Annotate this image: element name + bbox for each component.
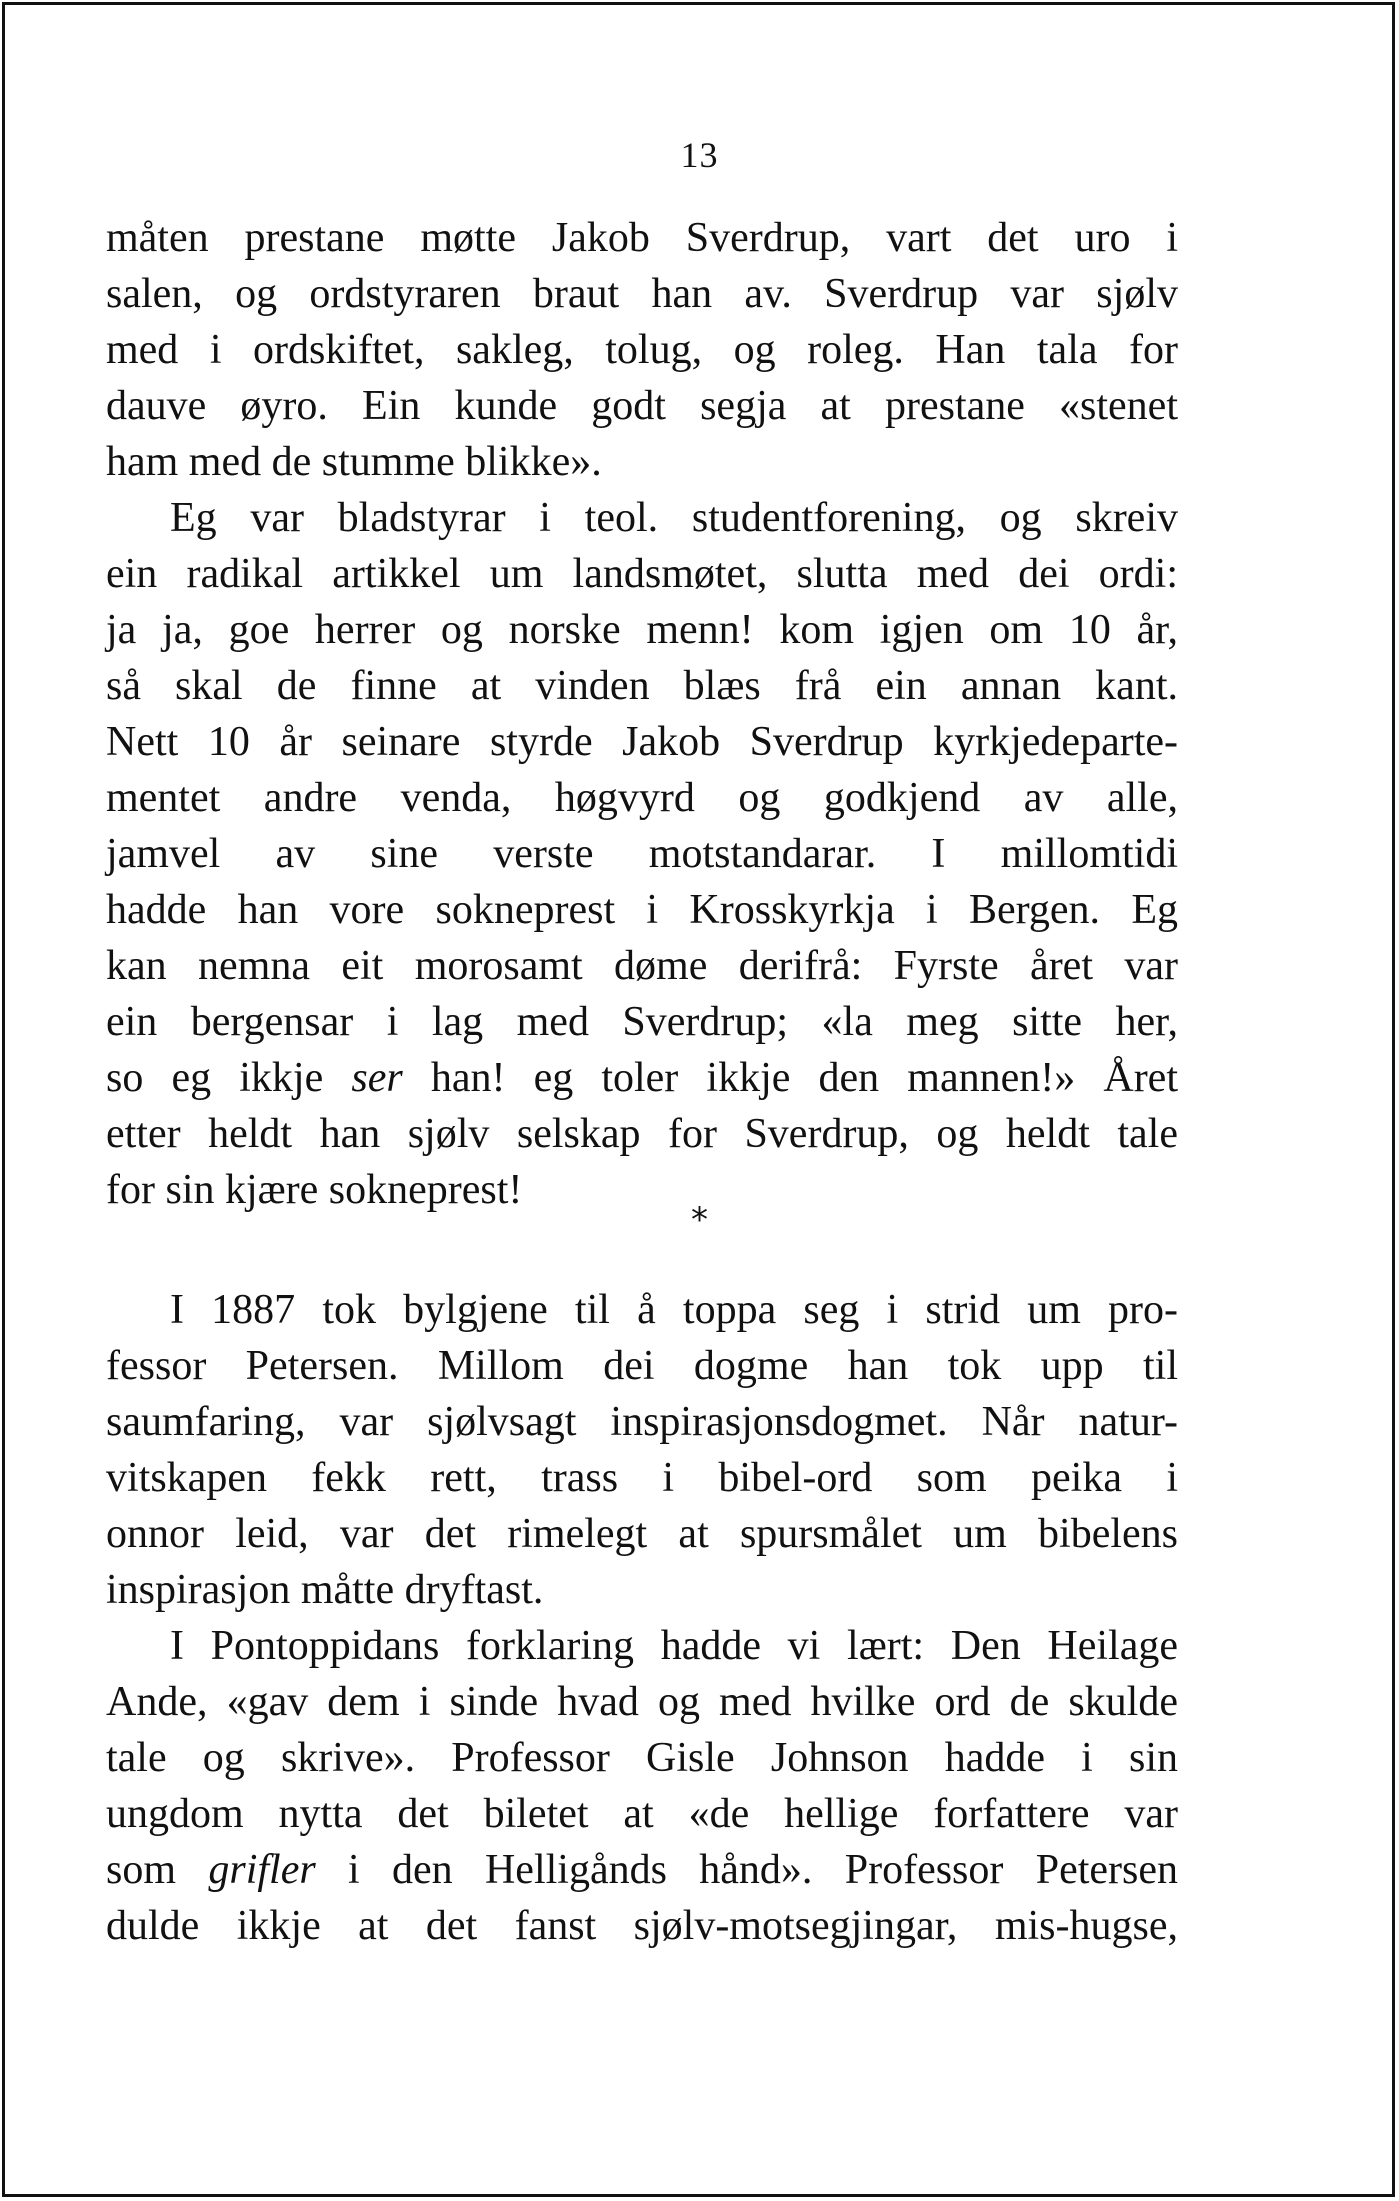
text-line: ja ja, goe herrer og norske menn! kom igjen om 10 år, — [106, 607, 1178, 653]
text-fragment: han! eg toler ikkje den mannen!» Året — [402, 1055, 1178, 1101]
text-line: saumfaring, var sjølvsagt inspirasjonsdogmet. Når natur- — [106, 1399, 1178, 1445]
text-fragment: som — [106, 1847, 209, 1893]
text-line: salen, og ordstyraren braut han av. Sverdrup var sjølv — [106, 271, 1178, 317]
text-line: ham med de stumme blikke». — [106, 439, 602, 485]
text-line: Ande, «gav dem i sinde hvad og med hvilke ord de skulde — [106, 1679, 1178, 1725]
italic-word: ser — [351, 1055, 403, 1101]
text-line: tale og skrive». Professor Gisle Johnson hadde i sin — [106, 1735, 1178, 1781]
text-line: dulde ikkje at det fanst sjølv-motsegjingar, mis-hugse, — [106, 1903, 1178, 1949]
text-line: dauve øyro. Ein kunde godt segja at prestane «stenet — [106, 383, 1178, 429]
text-line: fessor Petersen. Millom dei dogme han tok upp til — [106, 1343, 1178, 1389]
text-line: mentet andre venda, høgvyrd og godkjend av alle, — [106, 775, 1178, 821]
asterisk-separator: * — [691, 1200, 708, 1240]
italic-word: grifler — [208, 1847, 316, 1893]
text-fragment: so eg ikkje — [106, 1055, 352, 1101]
text-line: jamvel av sine verste motstandarar. I millomtidi — [106, 831, 1178, 877]
text-line: ein radikal artikkel um landsmøtet, slutta med dei ordi: — [106, 551, 1178, 597]
text-line: ungdom nytta det biletet at «de hellige forfattere var — [106, 1791, 1178, 1837]
text-line: Eg var bladstyrar i teol. studentforening, og skreiv — [170, 495, 1178, 541]
text-line: vitskapen fekk rett, trass i bibel-ord som peika i — [106, 1455, 1178, 1501]
text-line: så skal de finne at vinden blæs frå ein annan kant. — [106, 663, 1178, 709]
text-line: kan nemna eit morosamt døme derifrå: Fyrste året var — [106, 943, 1178, 989]
text-line: onnor leid, var det rimelegt at spursmålet um bibelens — [106, 1511, 1178, 1557]
text-line-with-italic — [106, 1842, 1178, 1898]
page-number: 13 — [680, 135, 719, 175]
text-line: ein bergensar i lag med Sverdrup; «la meg sitte her, — [106, 999, 1178, 1045]
body-text-section-1 — [106, 210, 1178, 1218]
text-line-with-italic — [106, 1050, 1178, 1106]
text-line: for sin kjære sokneprest! — [106, 1167, 523, 1213]
text-line: I 1887 tok bylgjene til å toppa seg i strid um pro- — [170, 1287, 1178, 1333]
text-line: hadde han vore sokneprest i Krosskyrkja i Bergen. Eg — [106, 887, 1178, 933]
text-line: inspirasjon måtte dryftast. — [106, 1567, 544, 1613]
text-fragment: i den Helligånds hånd». Professor Petersen — [348, 1847, 1178, 1893]
text-line: måten prestane møtte Jakob Sverdrup, vart det uro i — [106, 215, 1178, 261]
text-line: med i ordskiftet, sakleg, tolug, og roleg. Han tala for — [106, 327, 1178, 373]
body-text-section-2 — [106, 1282, 1178, 1954]
text-line: I Pontoppidans forklaring hadde vi lært: Den Heilage — [170, 1623, 1178, 1669]
text-line: Nett 10 år seinare styrde Jakob Sverdrup kyrkjedeparte- — [106, 719, 1178, 765]
text-line: etter heldt han sjølv selskap for Sverdrup, og heldt tale — [106, 1111, 1178, 1157]
